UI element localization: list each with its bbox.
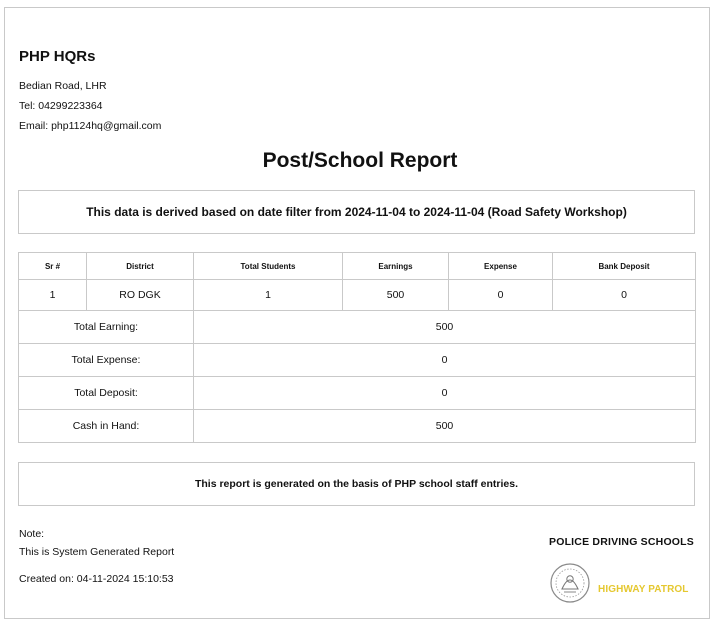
summary-row-total-deposit — [19, 377, 696, 410]
column-header: Earnings — [343, 253, 449, 280]
summary-value: 0 — [194, 377, 696, 410]
summary-value: 500 — [194, 311, 696, 344]
table-row — [19, 280, 696, 311]
cell-earnings: 500 — [343, 280, 449, 311]
cell-expense: 0 — [449, 280, 553, 311]
column-header: Expense — [449, 253, 553, 280]
summary-label: Total Earning: — [19, 311, 194, 344]
filter-info-text: This data is derived based on date filter from 2024-11-04 to 2024-11-04 (Road Safety Workshop) — [86, 205, 627, 219]
summary-value: 500 — [194, 410, 696, 443]
filter-info-box — [18, 190, 695, 234]
highway-patrol-emblem-icon — [549, 562, 591, 604]
column-header: Bank Deposit — [553, 253, 696, 280]
summary-value: 0 — [194, 344, 696, 377]
summary-row-total-expense — [19, 344, 696, 377]
summary-row-cash-in-hand — [19, 410, 696, 443]
report-table — [18, 252, 696, 443]
org-email: Email: php1124hq@gmail.com — [19, 120, 162, 132]
cell-total-students: 1 — [194, 280, 343, 311]
summary-label: Cash in Hand: — [19, 410, 194, 443]
brand-text: POLICE DRIVING SCHOOLS — [549, 536, 694, 548]
summary-label: Total Deposit: — [19, 377, 194, 410]
summary-row-total-earning — [19, 311, 696, 344]
column-header: Sr # — [19, 253, 87, 280]
table-header-row — [19, 253, 696, 280]
logo-text: HIGHWAY PATROL — [598, 584, 689, 595]
note-label: Note: — [19, 528, 45, 540]
summary-label: Total Expense: — [19, 344, 194, 377]
created-on: Created on: 04-11-2024 15:10:53 — [19, 573, 174, 585]
org-address: Bedian Road, LHR — [19, 80, 107, 92]
column-header: District — [87, 253, 194, 280]
report-title: Post/School Report — [262, 149, 458, 172]
note-text: This is System Generated Report — [19, 546, 175, 558]
org-tel: Tel: 04299223364 — [19, 100, 103, 112]
basis-info-box — [18, 462, 695, 506]
cell-district: RO DGK — [87, 280, 194, 311]
basis-info-text: This report is generated on the basis of PHP school staff entries. — [194, 478, 519, 490]
cell-sr: 1 — [19, 280, 87, 311]
org-name: PHP HQRs — [19, 48, 96, 65]
cell-bank-deposit: 0 — [553, 280, 696, 311]
column-header: Total Students — [194, 253, 343, 280]
